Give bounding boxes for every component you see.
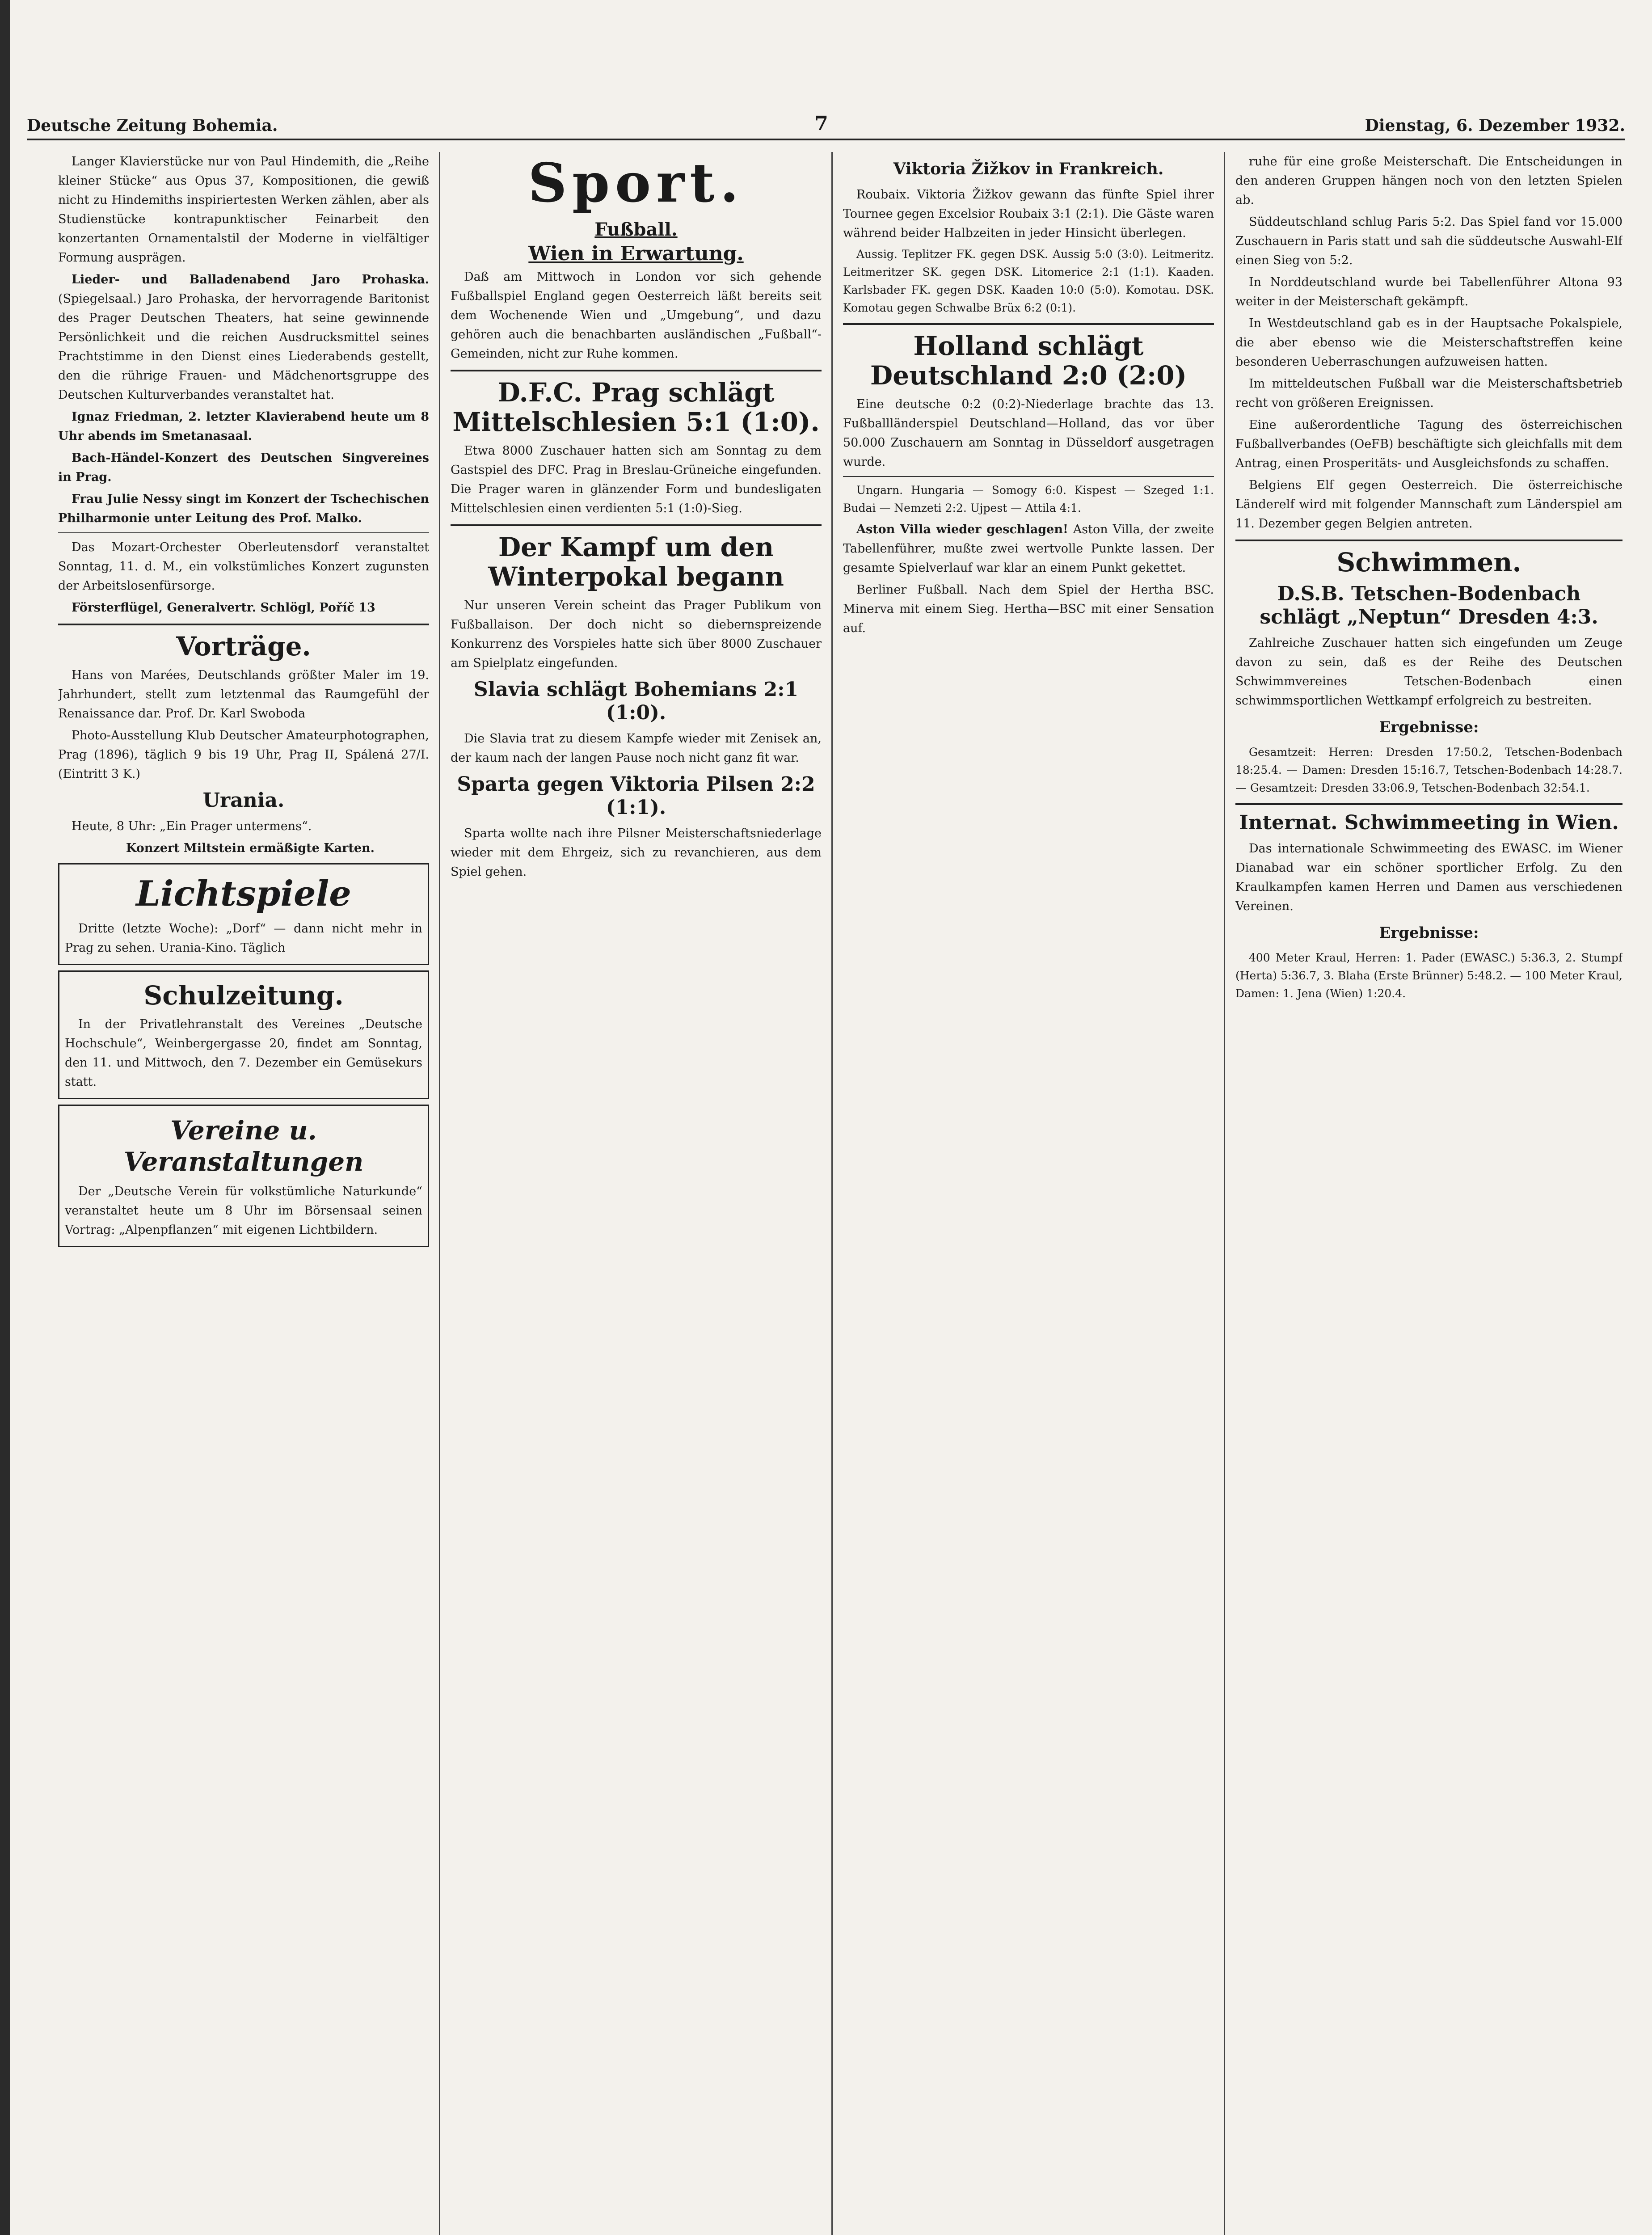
article-aston: Aston Villa, der zweite Tabellenführer, mußte zwei wertvolle Punkte lassen. Der gesamte Spielverlauf war klar an einem Punkt gekettet.: [843, 523, 1214, 575]
heading-vortraege: Vorträge.: [176, 631, 311, 662]
article-berliner: Berliner Fußball. Nach dem Spiel der Hertha BSC. Minerva mit einem Sieg. Hertha—BSC mit einer Sensation auf.: [843, 583, 1214, 635]
article-dfc: Etwa 8000 Zuschauer hatten sich am Sonntag zu dem Gastspiel des DFC. Prag in Breslau-Grüneiche eingefunden. Die Prager waren in glänzender Form und bundesligaten Mittelschlesien einen verdienten 5:1 (1:0)-Sieg.: [451, 444, 822, 515]
article-vereine: Der „Deutsche Verein für volkstümliche Naturkunde“ veranstaltet heute um 8 Uhr im Börsensaal seinen Vortrag: „Alpenpflanzen“ mit eigenen Lichtbildern.: [65, 1185, 422, 1237]
newspaper-name: Deutsche Zeitung Bohemia.: [27, 116, 278, 135]
article-urania: Heute, 8 Uhr: „Ein Prager untermens“.: [72, 819, 312, 833]
column-sport-1: [451, 152, 822, 2235]
article-belgien: Belgiens Elf gegen Oesterreich. Die österreichische Länderelf wird mit folgender Mannschaft zum Länderspiel am 11. Dezember gegen Belgien antreten.: [1235, 478, 1622, 531]
box-vereine: [58, 1105, 429, 1247]
heading-viktoria: Viktoria Žižkov in Frankreich.: [893, 160, 1164, 178]
article-mitteldeutsch: Im mitteldeutschen Fußball war die Meisterschaftsbetrieb recht von größeren Ereignissen.: [1235, 377, 1622, 410]
article-lieder: (Spiegelsaal.) Jaro Prohaska, der hervorragende Baritonist des Prager Deutschen Theaters, hat seine gewinnende Persönlichkeit und die reichen Ausdrucksmittel seines Prachtstimme in den Dienst eines Liederabends gestellt, den die rührige Frauen- und Mädchenortsgruppe des Deutschen Kulturverbandes veranstaltet hat.: [58, 292, 429, 402]
heading-aston: Aston Villa wieder geschlagen!: [856, 523, 1068, 536]
article-schulzeitung: In der Privatlehranstalt des Vereines „Deutsche Hochschule“, Weinbergergasse 20, findet am Sonntag, den 11. und Mittwoch, den 7. Dezember ein Gemüsekurs statt.: [65, 1017, 422, 1089]
page-header: [27, 104, 1625, 140]
heading-urania: Urania.: [202, 789, 285, 812]
heading-schulzeitung: Schulzeitung.: [143, 980, 344, 1011]
heading-intern: Internat. Schwimmeeting in Wien.: [1239, 811, 1619, 834]
heading-sparta: Sparta gegen Viktoria Pilsen 2:2 (1:1).: [457, 773, 815, 819]
heading-ergebnisse: Ergebnisse:: [1379, 718, 1479, 736]
box-schulzeitung: [58, 970, 429, 1099]
heading-dsb: D.S.B. Tetschen-Bodenbach schlägt „Neptun“ Dresden 4:3.: [1260, 582, 1598, 628]
column-area: [58, 152, 1622, 2235]
heading-dfc: D.F.C. Prag schlägt Mittelschlesien 5:1 (1:0).: [452, 377, 820, 437]
heading-friedman: Ignaz Friedman, 2. letzter Klavierabend heute um 8 Uhr abends im Smetanasaal.: [58, 410, 429, 443]
heading-schwimmen: Schwimmen.: [1336, 547, 1521, 578]
article-continuation: ruhe für eine große Meisterschaft. Die Entscheidungen in den anderen Gruppen hängen noch von den letzten Spielen ab.: [1235, 155, 1622, 207]
heading-fussball: Fußball.: [594, 219, 678, 240]
heading-bach: Bach-Händel-Konzert des Deutschen Singvereines in Prag.: [58, 451, 429, 484]
article-lichtspiele: Dritte (letzte Woche): „Dorf“ — dann nicht mehr in Prag zu sehen. Urania-Kino. Täglich: [65, 922, 422, 955]
divider: [843, 476, 1214, 477]
results-ungarn: Ungarn. Hungaria — Somogy 6:0. Kispest — Szeged 1:1. Budai — Nemzeti 2:2. Ujpest — Attila 4:1.: [843, 484, 1214, 514]
heading-holland: Holland schlägt Deutschland 2:0 (2:0): [870, 331, 1187, 391]
results-regional: Aussig. Teplitzer FK. gegen DSK. Aussig 5:0 (3:0). Leitmeritz. Leitmeritzer SK. gegen DSK. Litomerice 2:1 (1:1). Kaaden. Karlsbader FK. gegen DSK. Kaaden 10:0 (5:0). Komotau. DSK. Komotau gegen Schwalbe Brüx 6:2 (0:1).: [843, 248, 1214, 314]
notice-konzert: Konzert Miltstein ermäßigte Karten.: [126, 841, 375, 855]
column-rule: [831, 152, 833, 2235]
column-culture: [58, 152, 429, 2235]
divider: [1235, 540, 1622, 541]
article-photo: Photo-Ausstellung Klub Deutscher Amateurphotographen, Prag (1896), täglich 9 bis 19 Uhr, Prag II, Spálená 27/I. (Eintritt 3 K.): [58, 729, 429, 781]
column-sport-3: [1235, 152, 1622, 2235]
scan-edge: [0, 0, 10, 2235]
divider: [451, 370, 822, 371]
article-sparta: Sparta wollte nach ihre Pilsner Meisterschaftsniederlage wieder mit dem Ehrgeiz, sich zu revanchieren, aus dem Spiel gehen.: [451, 827, 822, 879]
section-title-sport: Sport.: [528, 152, 744, 215]
article-intern: Das internationale Schwimmeeting des EWASC. im Wiener Dianabad war ein schöner sportlicher Erfolg. Zu den Kraulkampfen kamen Herren und Damen aus verschiedenen Vereinen.: [1235, 842, 1622, 913]
ad-foerster: Försterflügel, Generalvertr. Schlögl, Poříč 13: [72, 601, 375, 615]
divider: [58, 624, 429, 625]
article-oefb: Eine außerordentliche Tagung des österreichischen Fußballverbandes (OeFB) beschäftigte sich gleichfalls mit dem Antrag, einen Prosperitäts- und Ausgleichsfonds zu schaffen.: [1235, 418, 1622, 470]
article-dsb: Zahlreiche Zuschauer hatten sich eingefunden um Zeuge davon zu sein, daß es der Reihe des Deutschen Schwimmvereines Tetschen-Bodenbach einen schwimmsportlichen Wettkampf erfolgreich zu bestreiten.: [1235, 636, 1622, 708]
article-kampf: Nur unseren Verein scheint das Prager Publikum von Fußballaison. Der doch nicht so diebernspreizende Konkurrenz des Vorspieles hatte sich über 8000 Zuschauer am Spielplatz eingefunden.: [451, 599, 822, 670]
heading-vereine: Vereine u. Veranstaltungen: [123, 1115, 364, 1177]
heading-wien: Wien in Erwartung.: [528, 242, 744, 265]
heading-ergebnisse-2: Ergebnisse:: [1379, 924, 1479, 942]
article-holland: Eine deutsche 0:2 (0:2)-Niederlage brachte das 13. Fußballländerspiel Deutschland—Holland, das vor über 50.000 Zuschauern am Sonntag in Düsseldorf ausgetragen wurde.: [843, 397, 1214, 469]
article-marees: Hans von Marées, Deutschlands größter Maler im 19. Jahrhundert, stellt zum letztenmal das Raumgefühl der Renaissance dar. Prof. Dr. Karl Swoboda: [58, 668, 429, 721]
article-westdeutsch: In Westdeutschland gab es in der Hauptsache Pokalspiele, die aber ebenso wie die Meisterschaftstreffen keine besonderen Ueberraschungen aufzuweisen hatten.: [1235, 316, 1622, 369]
box-lichtspiele: [58, 863, 429, 965]
divider: [1235, 803, 1622, 805]
article-viktoria: Roubaix. Viktoria Žižkov gewann das fünfte Spiel ihrer Tournee gegen Excelsior Roubaix 3:1 (2:1). Die Gäste waren während beider Halbzeiten in jeder Hinsicht überlegen.: [843, 188, 1214, 240]
article-sueddeutsch: Süddeutschland schlug Paris 5:2. Das Spiel fand vor 15.000 Zuschauern in Paris statt und sah die süddeutsche Auswahl-Elf einen Sieg von 5:2.: [1235, 215, 1622, 267]
article-slavia: Die Slavia trat zu diesem Kampfe wieder mit Zenisek an, der kaum nach der langen Pause noch nicht ganz fit war.: [451, 732, 822, 765]
heading-lichtspiele: Lichtspiele: [136, 873, 351, 914]
column-rule: [439, 152, 440, 2235]
divider: [451, 524, 822, 526]
heading-slavia: Slavia schlägt Bohemians 2:1 (1:0).: [473, 678, 799, 724]
issue-date: Dienstag, 6. Dezember 1932.: [1365, 116, 1625, 135]
heading-kampf: Der Kampf um den Winterpokal begann: [488, 532, 784, 592]
results-schwimmen: Gesamtzeit: Herren: Dresden 17:50.2, Tetschen-Bodenbach 18:25.4. — Damen: Dresden 15:16.7, Tetschen-Bodenbach 14:28.7. — Gesamtzeit: Dresden 33:06.9, Tetschen-Bodenbach 32:54.1.: [1235, 746, 1622, 794]
column-rule: [1224, 152, 1225, 2235]
article-hindemith: Langer Klavierstücke nur von Paul Hindemith, die „Reihe kleiner Stücke“ aus Opus 37, Kompositionen, die gewiß nicht zu Hindemiths inspiriertesten Werken zählen, aber als Studienstücke kontrapunktischer Feinarbeit den konzertanten Ornamentalstil der Moderne in vielfältiger Formung ausprägen.: [58, 155, 429, 265]
divider: [58, 532, 429, 533]
heading-nessy: Frau Julie Nessy singt im Konzert der Tschechischen Philharmonie unter Leitung des Prof. Malko.: [58, 492, 429, 525]
column-sport-2: [843, 152, 1214, 2235]
heading-lieder: Lieder- und Balladenabend Jaro Prohaska.: [72, 273, 429, 287]
results-intern: 400 Meter Kraul, Herren: 1. Pader (EWASC.) 5:36.3, 2. Stumpf (Herta) 5:36.7, 3. Blaha (Erste Brünner) 5:48.2. — 100 Meter Kraul, Damen: 1. Jena (Wien) 1:20.4.: [1235, 951, 1622, 1000]
page-number: 7: [814, 112, 828, 135]
article-wien: Daß am Mittwoch in London vor sich gehende Fußballspiel England gegen Oesterreich läßt bereits seit dem Wochenende Wien und „Umgebung“, und dazu gehören auch die benachbarten ausländischen „Fußball“-Gemeinden, nicht zur Ruhe kommen.: [451, 270, 822, 361]
article-norddeutsch: In Norddeutschland wurde bei Tabellenführer Altona 93 weiter in der Meisterschaft gekämpft.: [1235, 275, 1622, 308]
article-mozart: Das Mozart-Orchester Oberleutensdorf veranstaltet Sonntag, 11. d. M., ein volkstümliches Konzert zugunsten der Arbeitslosenfürsorge.: [58, 540, 429, 593]
divider: [843, 323, 1214, 325]
